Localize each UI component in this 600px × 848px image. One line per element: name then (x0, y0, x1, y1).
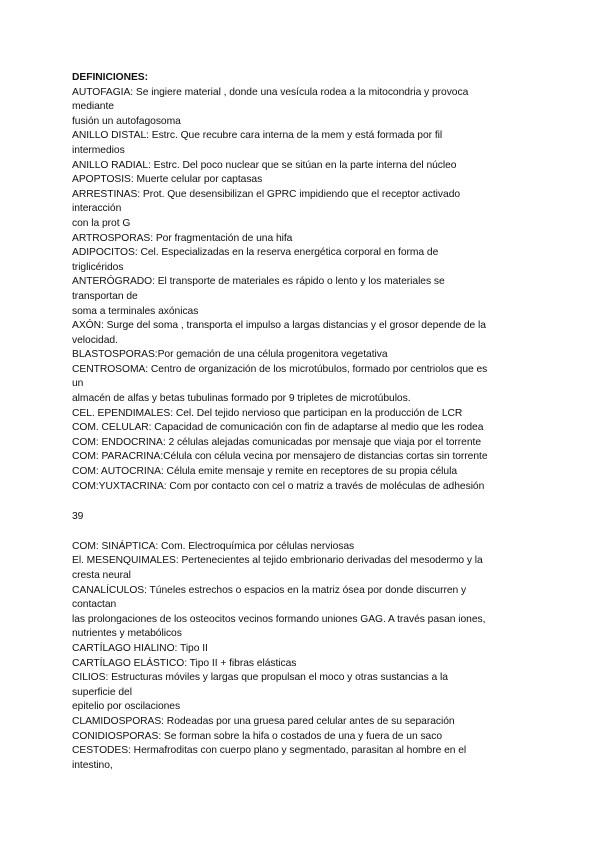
text-line: CARTÍLAGO ELÁSTICO: Tipo II + fibras elásticas (72, 657, 297, 669)
text-line: COM: AUTOCRINA: Célula emite mensaje y remite en receptores de su propia célula (72, 466, 458, 478)
document-heading: DEFINICIONES: (72, 72, 149, 83)
text-line: CANALÍCULOS: Túneles estrechos o espacios en la matriz ósea por donde discurren y (72, 584, 467, 596)
text-line: APOPTOSIS: Muerte celular por captasas (72, 174, 263, 186)
text-line: ANTERÓGRADO: El transporte de materiales es rápido o lento y los materiales se (72, 276, 445, 288)
text-line: COM: PARACRINA:Célula con célula vecina por mensajero de distancias cortas sin torrente (72, 451, 488, 463)
text-line: transportan de (72, 290, 138, 302)
text-line: CENTROSOMA: Centro de organización de los microtúbulos, formado por centriolos que es (72, 363, 488, 375)
text-line: triglicéridos (72, 261, 124, 273)
text-line: epitelio por oscilaciones (72, 701, 181, 713)
text-line: ANILLO RADIAL: Estrc. Del poco nuclear que se sitúan en la parte interna del núcleo (72, 159, 457, 171)
text-line: AXÓN: Surge del soma , transporta el impulso a largas distancias y el grosor depende de la (72, 320, 486, 332)
text-line: COM: ENDOCRINA: 2 células alejadas comunicadas por mensaje que viaja por el torrente (72, 436, 482, 448)
text-line: con la prot G (72, 217, 131, 229)
text-line: fusión un autofagosoma (72, 115, 181, 127)
text-line: ARTROSPORAS: Por fragmentación de una hifa (72, 232, 293, 244)
text-line: velocidad. (72, 334, 118, 346)
text-line: ADIPOCITOS: Cel. Especializadas en la reserva energética corporal en forma de (72, 247, 439, 259)
text-line: CEL. EPENDIMALES: Cel. Del tejido nervioso que participan en la producción de LCR (72, 407, 463, 419)
text-line: un (72, 378, 84, 390)
text-line: interacción (72, 203, 122, 215)
text-line: ANILLO DISTAL: Estrc. Que recubre cara interna de la mem y está formada por fil (72, 130, 443, 142)
text-line: intermedios (72, 144, 125, 156)
text-line: BLASTOSPORAS:Por gemación de una célula progenitora vegetativa (72, 349, 388, 361)
text-line: COM: SINÁPTICA: Com. Electroquímica por células nerviosas (72, 540, 355, 552)
text-line: CESTODES: Hermafroditas con cuerpo plano y segmentado, parasitan al hombre en el (72, 745, 467, 757)
document-body (72, 71, 532, 773)
text-line: El. MESENQUIMALES: Pertenecientes al tejido embrionario derivadas del mesodermo y la (72, 555, 483, 567)
text-line: ARRESTINAS: Prot. Que desensibilizan el GPRC impidiendo que el receptor activado (72, 188, 461, 200)
text-line: superficie del (72, 686, 132, 698)
text-line: cresta neural (72, 570, 131, 581)
text-line: AUTOFAGIA: Se ingiere material , donde una vesícula rodea a la mitocondria y provoca (72, 86, 469, 98)
text-line: almacén de alfas y betas tubulinas formado por 9 tripletes de microtúbulos. (72, 393, 411, 405)
definitions-block-top (72, 86, 532, 495)
text-line: nutrientes y metabólicos (72, 628, 182, 640)
text-line: CONIDIOSPORAS: Se forman sobre la hifa o costados de una y fuera de un saco (72, 730, 442, 742)
text-line: CLAMIDOSPORAS: Rodeadas por una gruesa pared celular antes de su separación (72, 715, 455, 727)
text-line: COM. CELULAR: Capacidad de comunicación con fin de adaptarse al medio que les rodea (72, 422, 484, 434)
text-line: CILIOS: Estructuras móviles y largas que propulsan el moco y otras sustancias a la (72, 672, 448, 684)
text-line: CARTÍLAGO HIALINO: Tipo II (72, 642, 208, 654)
page-number: 39 (72, 510, 84, 522)
text-line: contactan (72, 599, 117, 611)
text-line: COM:YUXTACRINA: Com por contacto con cel o matriz a través de moléculas de adhesión (72, 480, 485, 492)
definitions-block-bottom (72, 540, 532, 774)
text-line: intestino, (72, 759, 113, 771)
text-line: soma a terminales axónicas (72, 305, 199, 317)
text-line: mediante (72, 101, 114, 113)
text-line: las prolongaciones de los osteocitos vecinos formando uniones GAG. A través pasan iones, (72, 613, 486, 625)
